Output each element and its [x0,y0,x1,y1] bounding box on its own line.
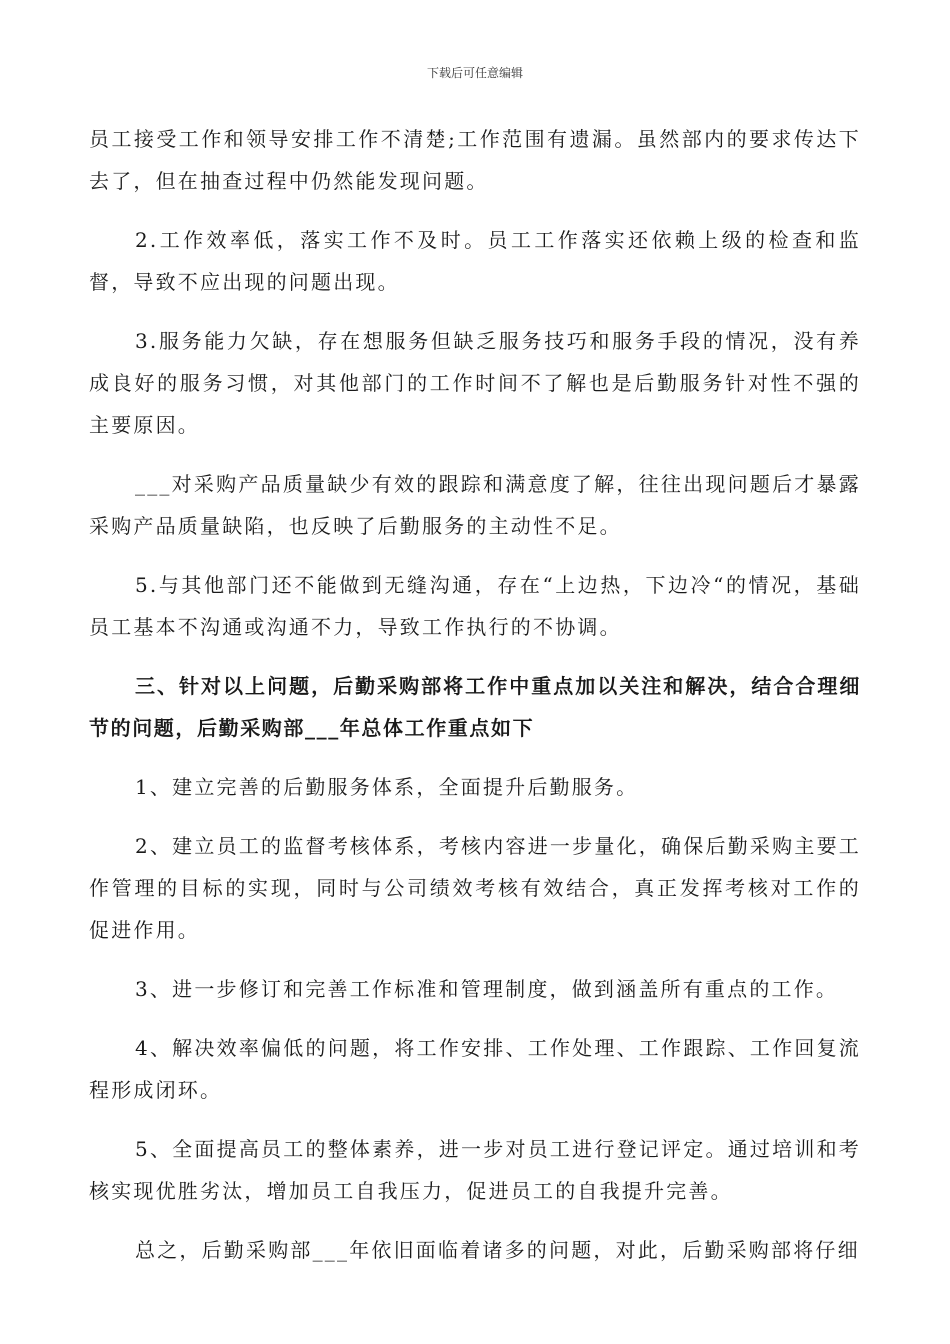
paragraph-12: 总之，后勤采购部___年依旧面临着诸多的问题，对此，后勤采购部将仔细 [135,1238,860,1262]
paragraph-9: 3、进一步修订和完善工作标准和管理制度，做到涵盖所有重点的工作。 [135,977,839,1001]
document-body [89,118,861,1288]
paragraph-4: ___对采购产品质量缺少有效的跟踪和满意度了解，往往出现问题后才暴露采购产品质量缺陷，也反映了后勤服务的主动性不足。 [89,472,861,538]
paragraph-1: 员工接受工作和领导安排工作不清楚;工作范围有遗漏。虽然部内的要求传达下去了，但在抽查过程中仍然能发现问题。 [89,127,861,193]
paragraph-7: 1、建立完善的后勤服务体系，全面提升后勤服务。 [135,775,639,799]
paragraph-3: 3.服务能力欠缺，存在想服务但缺乏服务技巧和服务手段的情况，没有养成良好的服务习惯，对其他部门的工作时间不了解也是后勤服务针对性不强的主要原因。 [89,329,861,437]
paragraph-11: 5、全面提高员工的整体素养，进一步对员工进行登记评定。通过培训和考核实现优胜劣汰，增加员工自我压力，促进员工的自我提升完善。 [89,1137,861,1203]
paragraph-8: 2、建立员工的监督考核体系，考核内容进一步量化，确保后勤采购主要工作管理的目标的实现，同时与公司绩效考核有效结合，真正发挥考核对工作的促进作用。 [89,834,861,942]
paragraph-10: 4、解决效率偏低的问题，将工作安排、工作处理、工作跟踪、工作回复流程形成闭环。 [89,1036,861,1102]
page-header: 下载后可任意编辑 [426,66,523,80]
paragraph-2: 2.工作效率低，落实工作不及时。员工工作落实还依赖上级的检查和监督，导致不应出现的问题出现。 [89,228,861,294]
paragraph-5: 5.与其他部门还不能做到无缝沟通，存在“上边热，下边冷“的情况，基础员工基本不沟通或沟通不力，导致工作执行的不协调。 [89,573,861,639]
section-heading: 三、针对以上问题，后勤采购部将工作中重点加以关注和解决，结合合理细节的问题，后勤采购部___年总体工作重点如下 [89,674,861,740]
